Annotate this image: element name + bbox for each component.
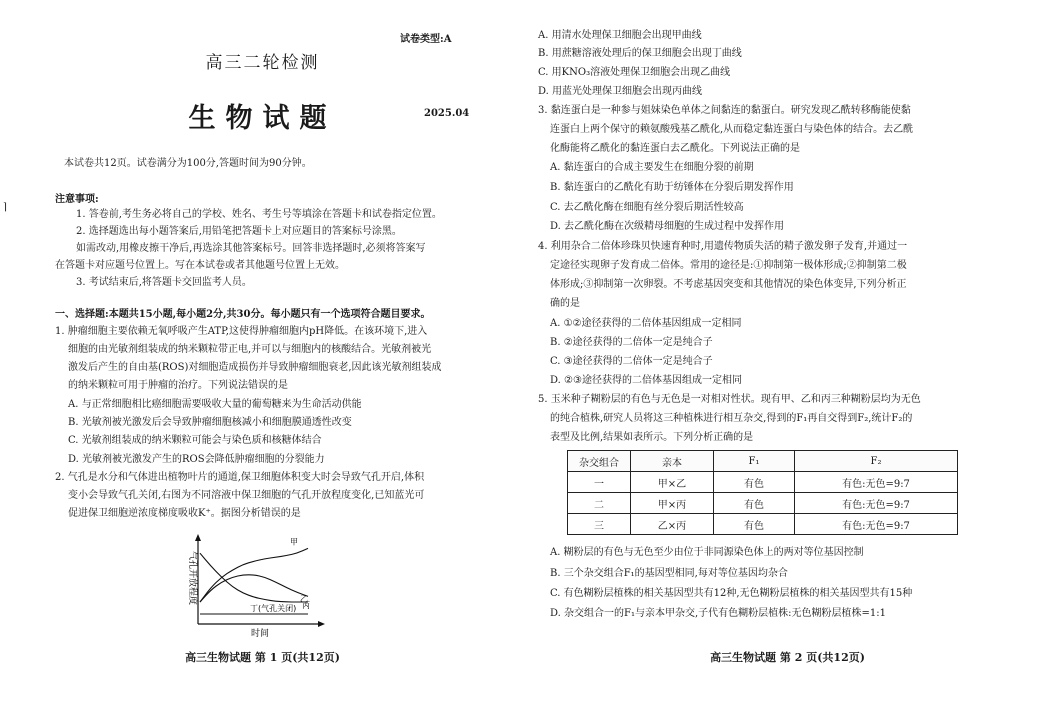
series-label-0: 甲 (290, 537, 298, 547)
q2-stem-line: 变小会导致气孔关闭,右图为不同溶液中保卫细胞的气孔开放程度变化,已知蓝光可 (68, 490, 425, 501)
q2-option-d: D. 用蓝光处理保卫细胞会出现丙曲线 (538, 86, 703, 97)
table-header: 亲本 (631, 451, 714, 472)
intro-text: 本试卷共12页。试卷满分为100分,答题时间为90分钟。 (64, 158, 312, 169)
q1-option-d: D. 光敏剂被光激发产生的ROS会降低肿瘤细胞的分裂能力 (68, 454, 325, 465)
q3-option-d: D. 去乙酰化酶在次级精母细胞的生成过程中发挥作用 (550, 221, 785, 232)
table-header: F₁ (714, 451, 795, 472)
q4-option-b: B. ②途径获得的二倍体一定是纯合子 (550, 337, 713, 348)
series-label-2: 丙 (302, 601, 310, 610)
x-axis-arrow (318, 621, 325, 627)
q4-stem-line: 定途径实现卵子发育成二倍体。常用的途径是:①抑制第一极体形成;②抑制第二极 (550, 260, 907, 271)
q4-stem-line: 确的是 (550, 298, 580, 309)
table-cell: 有色 (714, 514, 795, 535)
q3-stem-line: 化酶能将乙酰化的黏连蛋白去乙酰化。下列说法正确的是 (550, 143, 800, 154)
notice-line: 在答题卡对应题号位置上。写在本试卷或者其他题号位置上无效。 (55, 260, 345, 271)
exam-title: 生物试题 (188, 103, 337, 134)
q1-option-c: C. 光敏剂组装成的纳米颗粒可能会与染色质和核糖体结合 (68, 435, 322, 446)
table-cell: 甲×乙 (631, 472, 714, 493)
q5-option-d: D. 杂交组合一的F₁与亲本甲杂交,子代有色糊粉层植株:无色糊粉层植株=1:1 (550, 608, 886, 619)
table-cell: 一 (568, 472, 631, 493)
table-header-row (568, 451, 958, 472)
table-header: 杂交组合 (568, 451, 631, 472)
table-row (568, 472, 958, 493)
q3-option-c: C. 去乙酰化酶在细胞有丝分裂后期活性较高 (550, 202, 744, 213)
series-label-3: 丁(气孔关闭) (250, 604, 297, 613)
table-cell: 乙×丙 (631, 514, 714, 535)
hybrid-result-table (567, 450, 958, 535)
q4-option-c: C. ③途径获得的二倍体一定是纯合子 (550, 356, 713, 367)
q5-option-a: A. 糊粉层的有色与无色至少由位于非同源染色体上的两对等位基因控制 (550, 547, 864, 558)
page-footer-1: 高三生物试题 第 1 页(共12页) (185, 651, 340, 664)
binding-margin-mark: ⌉ (3, 202, 7, 213)
notice-line: 如需改动,用橡皮擦干净后,再选涂其他答案标号。回答非选择题时,必须将答案写 (76, 243, 426, 254)
stomata-opening-chart (180, 532, 330, 640)
q5-option-b: B. 三个杂交组合F₁的基因型相同,每对等位基因均杂合 (550, 568, 788, 579)
q2-option-a: A. 用清水处理保卫细胞会出现甲曲线 (538, 30, 702, 41)
q5-stem-line: 5. 玉米种子糊粉层的有色与无色是一对相对性状。现有甲、乙和丙三种糊粉层均为无色 (538, 394, 921, 405)
table-header: F₂ (795, 451, 958, 472)
page-footer-2: 高三生物试题 第 2 页(共12页) (710, 651, 865, 664)
table-row (568, 514, 958, 535)
y-axis-arrow (195, 534, 201, 541)
q4-stem-line: 体形成;③抑制第一次卵裂。不考虑基因突变和其他情况的染色体变异,下列分析正 (550, 279, 907, 290)
q1-stem-line: 激发后产生的自由基(ROS)对细胞造成损伤并导致肿瘤细胞衰老,因此该光敏剂组装成 (68, 362, 442, 373)
q3-option-b: B. 黏连蛋白的乙酰化有助于纺锤体在分裂后期发挥作用 (550, 182, 794, 193)
q3-option-a: A. 黏连蛋白的合成主要发生在细胞分裂的前期 (550, 162, 754, 173)
q2-option-c: C. 用KNO₃溶液处理保卫细胞会出现乙曲线 (538, 67, 731, 78)
q1-stem-line: 细胞的由光敏剂组装成的纳米颗粒带正电,并可以与细胞内的核酸结合。光敏剂被光 (68, 344, 432, 355)
table-cell: 有色 (714, 472, 795, 493)
q2-option-b: B. 用蔗糖溶液处理后的保卫细胞会出现丁曲线 (538, 48, 742, 59)
table-row (568, 493, 958, 514)
q2-stem-line: 促进保卫细胞逆浓度梯度吸收K⁺。据图分析错误的是 (68, 508, 301, 519)
notice-title: 注意事项: (55, 194, 99, 205)
section-title: 一、选择题:本题共15小题,每小题2分,共30分。每小题只有一个选项符合题目要求。 (55, 309, 431, 320)
exam-type-label: 试卷类型:A (400, 34, 452, 45)
series-label-1: 乙 (300, 594, 308, 604)
notice-line: 3. 考试结束后,将答题卡交回监考人员。 (76, 277, 252, 288)
q4-stem-line: 4. 利用杂合二倍体珍珠贝快速育种时,用遗传物质失活的精子激发卵子发育,并通过一 (538, 241, 908, 252)
notice-line: 1. 答卷前,考生务必将自己的学校、姓名、考生号等填涂在答题卡和试卷指定位置。 (76, 209, 442, 220)
q5-option-c: C. 有色糊粉层植株的相关基因型共有12种,无色糊粉层植株的相关基因型共有15种 (550, 588, 913, 599)
exam-subtitle: 高三二轮检测 (205, 53, 320, 73)
q1-option-b: B. 光敏剂被光激发后会导致肿瘤细胞核减小和细胞膜通透性改变 (68, 417, 352, 428)
q1-option-a: A. 与正常细胞相比癌细胞需要吸收大量的葡萄糖来为生命活动供能 (68, 399, 362, 410)
q5-stem-line: 表型及比例,结果如表所示。下列分析正确的是 (550, 432, 754, 443)
table-cell: 有色:无色=9:7 (795, 493, 958, 514)
table-cell: 有色 (714, 493, 795, 514)
exam-date: 2025.04 (424, 108, 470, 119)
q5-stem-line: 的纯合植株,研究人员将这三种植株进行相互杂交,得到的F₁再自交得到F₂,统计F₂的 (550, 413, 913, 424)
table-cell: 三 (568, 514, 631, 535)
y-axis-label: 气孔开放程度 (187, 550, 197, 606)
q1-stem-line: 的纳米颗粒可用于肿瘤的治疗。下列说法错误的是 (68, 380, 288, 391)
q4-option-d: D. ②③途径获得的二倍体基因组成一定相同 (550, 375, 742, 386)
series-line-2 (200, 553, 308, 602)
q1-stem-line: 1. 肿瘤细胞主要依赖无氧呼吸产生ATP,这使得肿瘤细胞内pH降低。在该环境下,进入 (55, 326, 428, 337)
table-cell: 甲×丙 (631, 493, 714, 514)
notice-line: 2. 选择题选出每小题答案后,用铅笔把答题卡上对应题目的答案标号涂黑。 (76, 226, 402, 237)
table-cell: 二 (568, 493, 631, 514)
q3-stem-line: 连蛋白上两个保守的赖氨酸残基乙酰化,从而稳定黏连蛋白与染色体的结合。去乙酰 (550, 124, 914, 135)
x-axis-label: 时间 (250, 629, 270, 639)
table-cell: 有色:无色=9:7 (795, 472, 958, 493)
q4-option-a: A. ①②途径获得的二倍体基因组成一定相同 (550, 318, 742, 329)
table-cell: 有色:无色=9:7 (795, 514, 958, 535)
series-line-1 (200, 575, 308, 602)
exam-page-2 (525, 0, 1050, 716)
q3-stem-line: 3. 黏连蛋白是一种参与姐妹染色单体之间黏连的黏蛋白。研究发现乙酰转移酶能使黏 (538, 105, 911, 116)
q2-stem-line: 2. 气孔是水分和气体进出植物叶片的通道,保卫细胞体积变大时会导致气孔开启,体积 (55, 472, 425, 483)
